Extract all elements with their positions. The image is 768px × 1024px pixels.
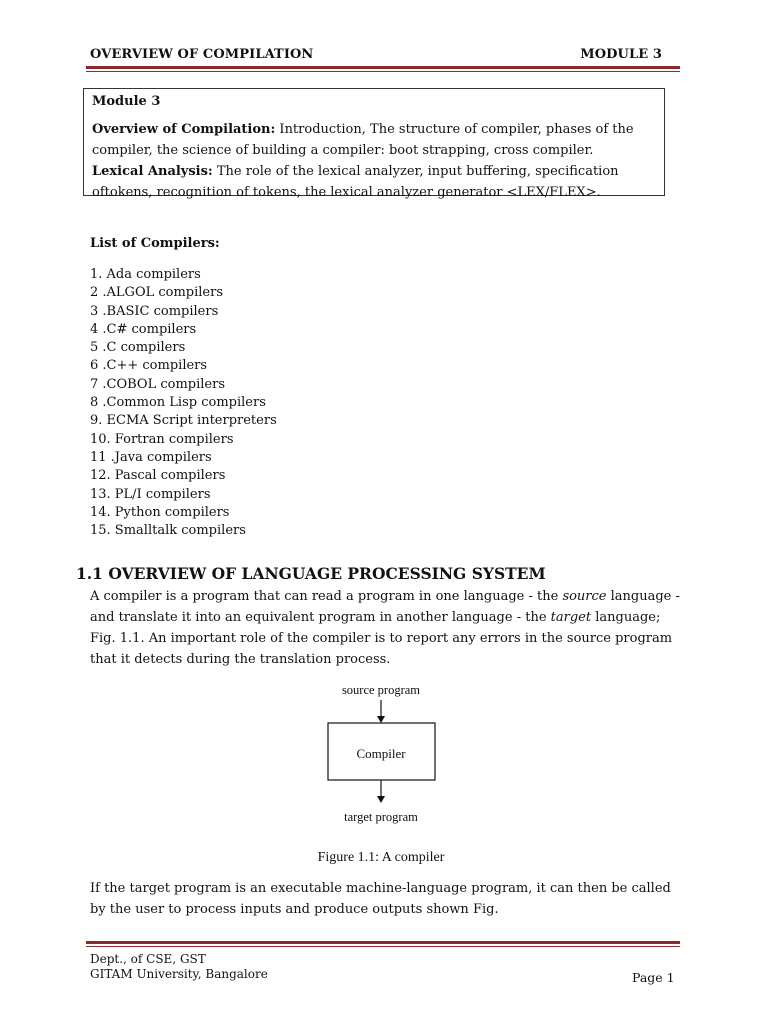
- footer-dept: Dept., of CSE, GST: [90, 952, 206, 966]
- list-item: 4 .C# compilers: [90, 321, 197, 337]
- list-item: 3 .BASIC compilers: [90, 303, 219, 319]
- footer-rule-thick: [86, 941, 680, 944]
- footer-university: GITAM University, Bangalore: [90, 967, 268, 981]
- list-item: 6 .C++ compilers: [90, 358, 208, 374]
- p1-target-term: target: [550, 610, 592, 625]
- page-header: [90, 47, 662, 62]
- page-footer: [90, 952, 268, 982]
- overview-label: Overview of Compilation:: [92, 122, 276, 137]
- syllabus-title: Module 3: [92, 94, 161, 109]
- list-item: 10. Fortran compilers: [90, 431, 234, 447]
- figure-output-label: target program: [344, 810, 418, 824]
- p1-source-term: source: [562, 589, 607, 604]
- compiler-figure: [300, 680, 500, 870]
- header-module: MODULE 3: [580, 47, 662, 62]
- list-item: 14. Python compilers: [90, 504, 230, 520]
- list-item: 7 .COBOL compilers: [90, 376, 226, 392]
- list-item: 13. PL/I compilers: [90, 486, 211, 502]
- section-paragraph-1: [90, 586, 680, 670]
- syllabus-lexical: [92, 161, 664, 203]
- p1-text-b: language - and translate it into an equivalent program in another language - the: [90, 589, 680, 625]
- header-rule-thick: [86, 66, 680, 69]
- header-title: OVERVIEW OF COMPILATION: [90, 47, 314, 62]
- list-item: 11 .Java compilers: [90, 449, 212, 465]
- compilers-list: [90, 266, 277, 540]
- overview-text: Introduction, The structure of compiler, phases of the compiler, the science of building a compiler: boot strapping, cross compiler.: [92, 122, 634, 158]
- output-arrow-head: [377, 796, 385, 803]
- header-rule-thin: [86, 71, 680, 72]
- list-item: 1. Ada compilers: [90, 267, 201, 282]
- lexical-text: The role of the lexical analyzer, input buffering, specification oftokens, recognition of tokens, the lexical analyzer generator <LEX/FLEX>.: [92, 164, 619, 200]
- section-heading: 1.1 OVERVIEW OF LANGUAGE PROCESSING SYSTEM: [76, 564, 546, 583]
- list-item: 8 .Common Lisp compilers: [90, 395, 266, 411]
- list-item: 9. ECMA Script interpreters: [90, 413, 277, 429]
- figure-input-label: source program: [341, 683, 421, 697]
- section-paragraph-2: If the target program is an executable machine-language program, it can then be called by the user to process inputs and produce outputs shown Fig.: [90, 881, 671, 917]
- p1-text-c: language; Fig. 1.1. An important role of the compiler is to report any errors in the source program that it detects during the translation process.: [90, 610, 673, 667]
- compilers-heading: List of Compilers:: [90, 236, 220, 251]
- syllabus-box: [83, 88, 665, 200]
- page-number: Page 1: [632, 970, 675, 985]
- syllabus-overview: [92, 119, 664, 161]
- list-item: 15. Smalltalk compilers: [90, 523, 246, 539]
- lexical-label: Lexical Analysis:: [92, 164, 213, 179]
- footer-rule-thin: [86, 946, 680, 947]
- compiler-box-label: Compiler: [356, 746, 406, 761]
- list-item: 2 .ALGOL compilers: [90, 285, 224, 301]
- input-arrow-head: [377, 716, 385, 723]
- list-item: 12. Pascal compilers: [90, 468, 226, 484]
- p1-text-a: A compiler is a program that can read a program in one language - the: [90, 589, 563, 604]
- figure-caption: Figure 1.1: A compiler: [317, 850, 445, 865]
- list-item: 5 .C compilers: [90, 340, 186, 356]
